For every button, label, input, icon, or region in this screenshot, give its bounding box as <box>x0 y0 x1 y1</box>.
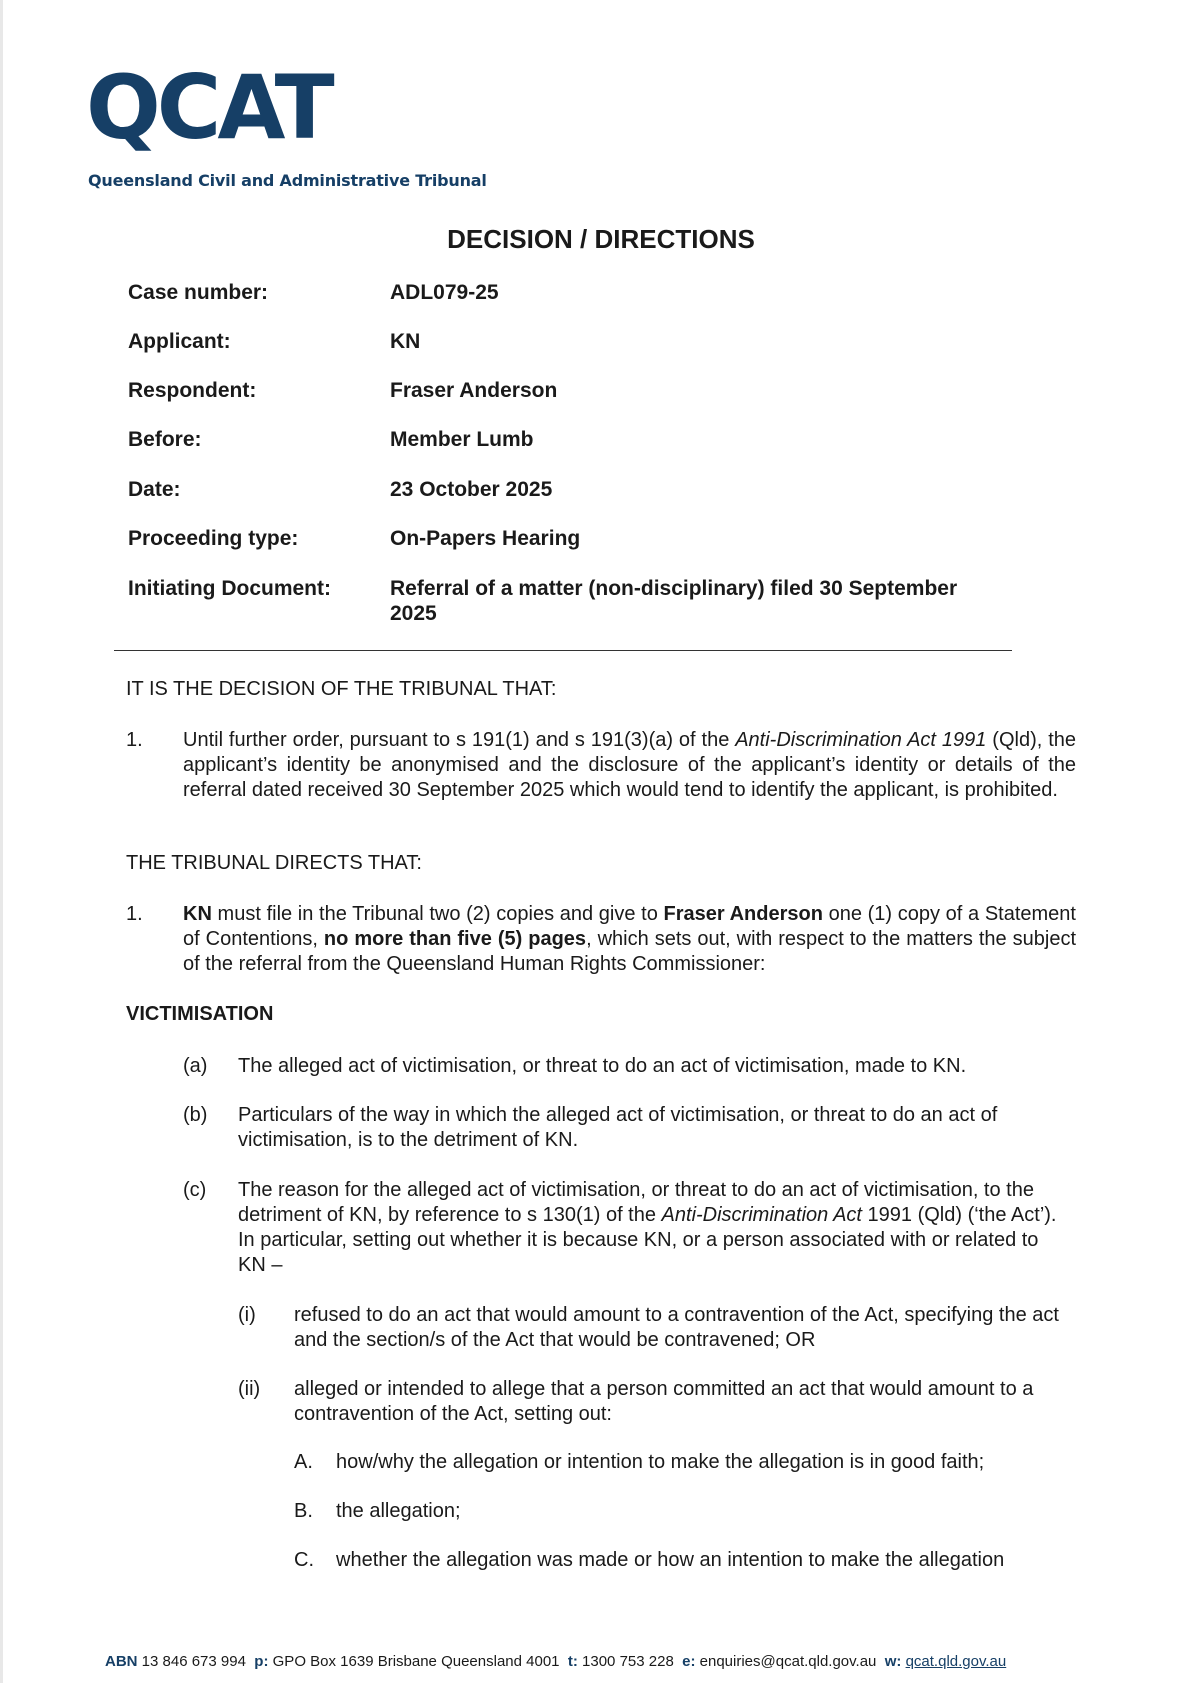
before-value: Member Lumb <box>390 428 534 451</box>
footer-email[interactable]: enquiries@qcat.qld.gov.au <box>699 1653 877 1670</box>
item-b-text: Particulars of the way in which the alleged act of victimisation, or threat to do an act of victimisation, is to the detriment of KN. <box>238 1104 998 1151</box>
before-label: Before: <box>128 428 202 451</box>
decision-item-text: Until further order, pursuant to s 191(1) and s 191(3)(a) of the Anti-Discrimination Act 1991 (Qld), the applicant’s identity be anonymised and the disclosure of the applicant’s identity or details of the referral dated received 30 September 2025 which would tend to identify the applicant, is prohibited. <box>183 729 1076 801</box>
act-name: Anti-Discrimination Act 1991 <box>735 729 987 751</box>
item-A-text: how/why the allegation or intention to make the allegation is in good faith; <box>336 1451 985 1473</box>
initiating-document-value: Referral of a matter (non-disciplinary) filed 30 September 2025 <box>390 577 958 625</box>
applicant-value: KN <box>390 330 421 353</box>
decision-heading: IT IS THE DECISION OF THE TRIBUNAL THAT: <box>126 678 557 700</box>
separator-rule <box>114 650 1012 651</box>
footer-website-link[interactable]: qcat.qld.gov.au <box>905 1653 1007 1670</box>
item-B-text: the allegation; <box>336 1500 461 1522</box>
item-A-label: A. <box>294 1451 313 1473</box>
item-i-text: refused to do an act that would amount to a contravention of the Act, specifying the act and the section/s of the Act that would be contravened; OR <box>294 1304 1059 1351</box>
item-a-text: The alleged act of victimisation, or threat to do an act of victimisation, made to KN. <box>238 1055 967 1077</box>
item-C-label: C. <box>294 1549 314 1571</box>
item-a-label: (a) <box>183 1055 208 1077</box>
proceeding-type-label: Proceeding type: <box>128 527 299 550</box>
direction-item-number: 1. <box>126 903 143 925</box>
item-c-text: The reason for the alleged act of victimisation, or threat to do an act of victimisation, to the detriment of KN, by reference to s 130(1) of the Anti-Discrimination Act 1991 (Qld) (‘the Act’). In particular, setting out whether it is because KN, or a person associated with or related to KN – <box>238 1179 1057 1276</box>
decision-item-number: 1. <box>126 729 143 751</box>
date-label: Date: <box>128 478 181 501</box>
proceeding-type-value: On-Papers Hearing <box>390 527 581 550</box>
initiating-document-label: Initiating Document: <box>128 577 331 600</box>
direction-item-text: KN must file in the Tribunal two (2) copies and give to Fraser Anderson one (1) copy of a Statement of Contentions, no more than five (5) pages, which sets out, with respect to the matters the subject of the referral from the Queensland Human Rights Commissioner: <box>183 903 1076 975</box>
item-ii-label: (ii) <box>238 1378 261 1400</box>
case-number-value: ADL079-25 <box>390 281 499 304</box>
item-i-label: (i) <box>238 1304 256 1326</box>
item-ii-text: alleged or intended to allege that a person committed an act that would amount to a contravention of the Act, setting out: <box>294 1378 1034 1425</box>
respondent-label: Respondent: <box>128 379 257 402</box>
date-value: 23 October 2025 <box>390 478 553 501</box>
victimisation-heading: VICTIMISATION <box>126 1003 274 1025</box>
item-c-label: (c) <box>183 1179 207 1201</box>
item-B-label: B. <box>294 1500 313 1522</box>
case-number-label: Case number: <box>128 281 269 304</box>
directions-heading: THE TRIBUNAL DIRECTS THAT: <box>126 852 422 874</box>
applicant-label: Applicant: <box>128 330 231 353</box>
item-b-label: (b) <box>183 1104 208 1126</box>
respondent-value: Fraser Anderson <box>390 379 558 402</box>
logo-subtitle: Queensland Civil and Administrative Tribunal <box>88 171 487 190</box>
footer-contact: ABN 13 846 673 994 p: GPO Box 1639 Brisbane Queensland 4001 t: 1300 753 228 e: enquiries@qcat.qld.gov.au w: qcat.qld.gov.au <box>105 1653 1007 1670</box>
item-C-text: whether the allegation was made or how an intention to make the allegation <box>336 1549 1005 1571</box>
document-title: DECISION / DIRECTIONS <box>447 224 755 254</box>
qcat-logo: QCAT <box>86 56 331 159</box>
